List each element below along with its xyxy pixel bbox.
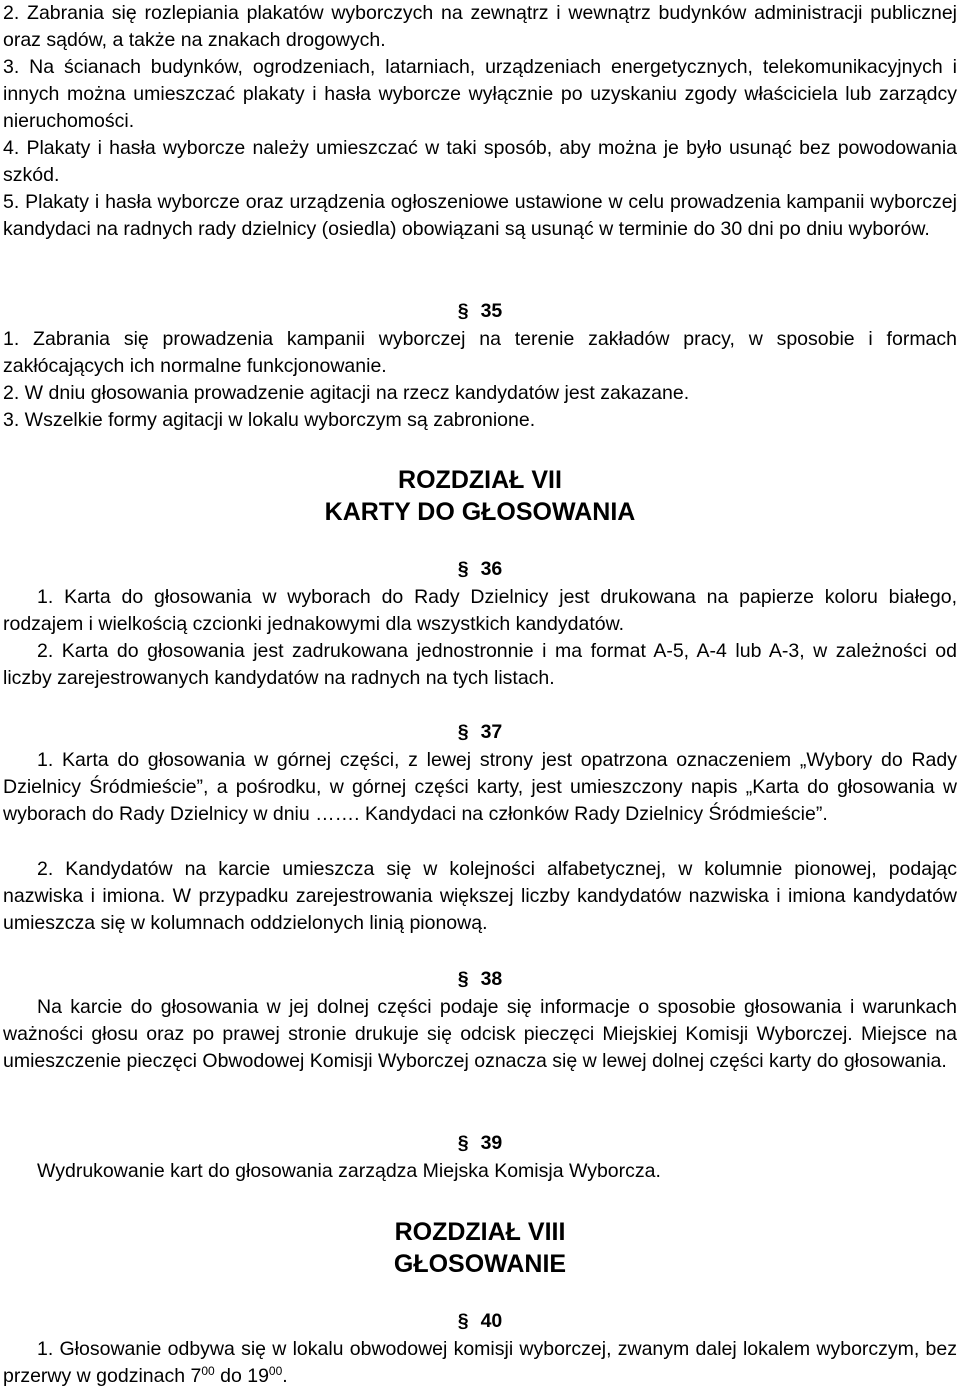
- item-34-4: 4. Plakaty i hasła wyborcze należy umieszczać w taki sposób, aby można je było usunąć bez powodowania szkód.: [3, 137, 957, 186]
- section-39-heading: [3, 1130, 957, 1157]
- section-35-heading: [3, 298, 957, 325]
- chapter-8-title: GŁOSOWANIE: [393, 1250, 567, 1278]
- section-number: 39: [480, 1132, 503, 1154]
- chapter-7-title: KARTY DO GŁOSOWANIA: [324, 498, 636, 526]
- paragraph-sign: §: [457, 558, 469, 580]
- item-40-1-text-end: .: [282, 1365, 288, 1387]
- item-34-2: 2. Zabrania się rozlepiania plakatów wyborczych na zewnątrz i wewnątrz budynków administracji publicznej oraz sądów, a także na znakach drogowych.: [3, 2, 957, 51]
- item-35-1: 1. Zabrania się prowadzenia kampanii wyborczej na terenie zakładów pracy, w sposobie i formach zakłócających ich normalne funkcjonowanie.: [3, 328, 957, 377]
- chapter-8-number: ROZDZIAŁ VIII: [394, 1218, 566, 1246]
- section-number: 40: [480, 1310, 503, 1332]
- item-35-3: 3. Wszelkie formy agitacji w lokalu wyborczym są zabronione.: [3, 409, 536, 431]
- section-38-heading: [3, 966, 957, 993]
- hour-start-minutes: 00: [201, 1364, 215, 1378]
- item-34-3: 3. Na ścianach budynków, ogrodzeniach, latarniach, urządzeniach energetycznych, telekomunikacyjnych i innych można umieszczać plakaty i hasła wyborcze wyłącznie po uzyskaniu zgody właściciela lub zarządcy nieruchomości.: [3, 56, 957, 132]
- section-40-heading: [3, 1308, 957, 1335]
- item-37-2: 2. Kandydatów na karcie umieszcza się w kolejności alfabetycznej, w kolumnie pionowej, podając nazwiska i imiona. W przypadku zarejestrowania większej liczby kandydatów nazwiska i imiona kandydatów umieszcza się w kolumnach oddzielonych linią pionową.: [3, 858, 957, 934]
- item-34-5: 5. Plakaty i hasła wyborcze oraz urządzenia ogłoszeniowe ustawione w celu prowadzenia kampanii wyborczej kandydaci na radnych rady dzielnicy (osiedla) obowiązani są usunąć w terminie do 30 dni po dniu wyborów.: [3, 191, 957, 240]
- section-number: 36: [480, 558, 503, 580]
- item-37-1: 1. Karta do głosowania w górnej części, z lewej strony jest opatrzona oznaczeniem „Wybory do Rady Dzielnicy Śródmieście”, a pośrodku, w górnej części karty, jest umieszczony napis „Karta do głosowania w wyborach do Rady Dzielnicy w dniu ……. Kandydaci na członków Rady Dzielnicy Śródmieście”.: [3, 749, 957, 825]
- section-number: 35: [480, 300, 503, 322]
- item-40-1-text: 1. Głosowanie odbywa się w lokalu obwodowej komisji wyborczej, zwanym dalej lokalem wyborczym, bez przerwy w godzinach 7: [3, 1338, 957, 1387]
- item-40-1: [3, 1336, 957, 1390]
- item-40-1-text-mid: do 19: [214, 1365, 269, 1387]
- item-36-1: 1. Karta do głosowania w wyborach do Rady Dzielnicy jest drukowana na papierze koloru białego, rodzajem i wielkością czcionki jednakowymi dla wszystkich kandydatów.: [3, 586, 957, 635]
- paragraph-sign: §: [457, 1132, 469, 1154]
- section-39-text: Wydrukowanie kart do głosowania zarządza Miejska Komisja Wyborcza.: [37, 1160, 661, 1182]
- section-number: 38: [480, 968, 503, 990]
- item-36-2: 2. Karta do głosowania jest zadrukowana jednostronnie i ma format A-5, A-4 lub A-3, w zależności od liczby zarejestrowanych kandydatów na radnych na tych listach.: [3, 640, 957, 689]
- section-37-heading: [3, 719, 957, 746]
- section-38-text: Na karcie do głosowania w jej dolnej części podaje się informacje o sposobie głosowania i warunkach ważności głosu oraz po prawej stronie drukuje się odcisk pieczęci Miejskiej Komisji Wyborczej. Miejsce na umieszczenie pieczęci Obwodowej Komisji Wyborczej oznacza się w lewej dolnej części karty do głosowania.: [3, 996, 957, 1072]
- paragraph-sign: §: [457, 300, 469, 322]
- paragraph-sign: §: [457, 721, 469, 743]
- hour-end-minutes: 00: [268, 1364, 283, 1378]
- paragraph-sign: §: [457, 1310, 469, 1332]
- paragraph-sign: §: [457, 968, 469, 990]
- section-number: 37: [480, 721, 503, 743]
- chapter-7-number: ROZDZIAŁ VII: [398, 466, 562, 494]
- section-36-heading: [3, 556, 957, 583]
- item-35-2: 2. W dniu głosowania prowadzenie agitacji na rzecz kandydatów jest zakazane.: [3, 382, 690, 404]
